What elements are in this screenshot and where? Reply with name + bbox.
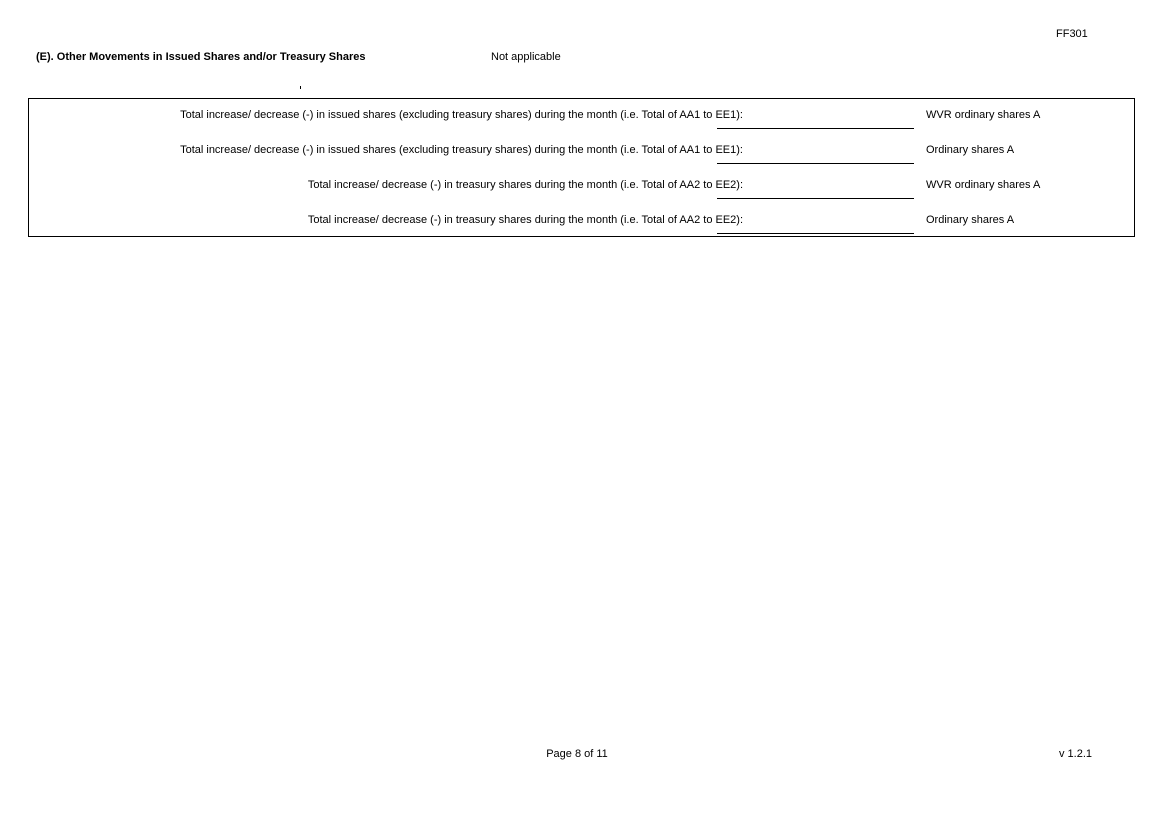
form-code: FF301 xyxy=(1056,28,1088,40)
movements-table xyxy=(28,98,1135,237)
movement-label: Total increase/ decrease (-) in issued shares (excluding treasury shares) during the month (i.e. Total of AA1 to EE1): xyxy=(180,144,743,156)
movement-value-field[interactable] xyxy=(717,233,914,234)
movement-label: Total increase/ decrease (-) in issued shares (excluding treasury shares) during the month (i.e. Total of AA1 to EE1): xyxy=(180,109,743,121)
divider-mark xyxy=(300,86,301,89)
share-class-label: Ordinary shares A xyxy=(926,144,1015,156)
movement-value-field[interactable] xyxy=(717,163,914,164)
movement-label: Total increase/ decrease (-) in treasury shares during the month (i.e. Total of AA2 to EE2): xyxy=(307,214,743,226)
movement-row-treasury-ordinary xyxy=(29,204,1136,239)
section-status: Not applicable xyxy=(491,51,561,63)
movement-label: Total increase/ decrease (-) in treasury shares during the month (i.e. Total of AA2 to EE2): xyxy=(307,179,743,191)
page-number: Page 8 of 11 xyxy=(546,748,608,760)
movement-row-issued-ordinary xyxy=(29,134,1136,169)
movement-value-field[interactable] xyxy=(717,198,914,199)
section-title: (E). Other Movements in Issued Shares and/or Treasury Shares xyxy=(36,51,366,63)
share-class-label: WVR ordinary shares A xyxy=(926,179,1041,191)
movement-value-field[interactable] xyxy=(717,128,914,129)
share-class-label: Ordinary shares A xyxy=(926,214,1015,226)
version-label: v 1.2.1 xyxy=(1059,748,1093,760)
share-class-label: WVR ordinary shares A xyxy=(926,109,1041,121)
movement-row-issued-wvr xyxy=(29,99,1136,134)
movement-row-treasury-wvr xyxy=(29,169,1136,204)
